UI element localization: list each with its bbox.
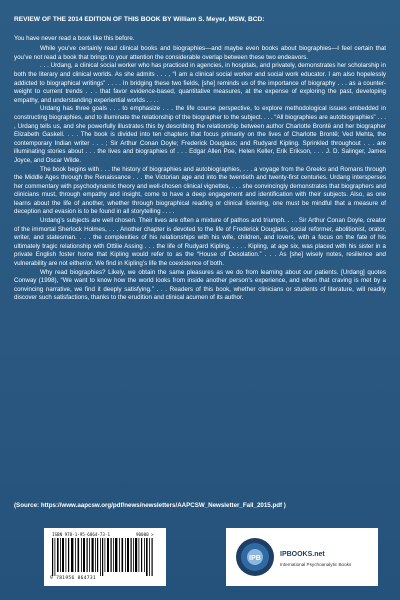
ipbooks-logo-icon [234, 536, 276, 578]
logo-text: IPB [249, 555, 261, 562]
review-paragraph: You have never read a book like this before. [14, 34, 135, 42]
price-code: 90000 > [136, 532, 154, 537]
review-paragraph: The book begins with . . . the history of biographies and autobiographies, . . . a voyage from the Greeks and Romans through the Middle Ages through the Renaissance . . . the Victorian age and into the twentieth and twenty-first centuries. Urdang intersperses her commentary with psychodynamic theory and well-chosen clinical vignettes, . . . she convincingly demonstrates that biographers and clinicians must, through empathy and insight, come to have a deep engagement and identification with their subjects. Also, as one learns about the life of another, whether through biographical reading or clinical listening, one must be mindful that a measure of deception and evasion is to be found in all storytelling . . . . [14, 165, 386, 216]
review-paragraph: . . . Urdang, a clinical social worker who has practiced in agencies, in hospitals, and privately, demonstrates her scholarship in both the literary and clinical worlds. As she admits . . . , “I am a clinical social worker and social work educator. I am also hopelessly addicted to biographical writings” . . . . In bridging these two fields, [she] reminds us of the importance of biography . . . as a counter-weight to current trends . . . that favor evidence-based, quantitative measures, at the expense of exploring the past, developing empathy, and understanding experiential worlds . . . . [14, 62, 386, 104]
review-paragraph: Urdang’s subjects are well chosen. Their lives are often a mixture of pathos and triumph. . . . Sir Arthur Conan Doyle, creator of the immortal Sherlock Holmes, . . . Another chapter is devoted to the life of Frederick Douglass, social reformer, abolitionist, orator, writer, and statesman. . . . the complexities of his relationships with his wife, children, and lovers, with a focus on the fate of his ultimately tragic relationship with Ottilie Assing . . . the life of Rudyard Kipling, . . . . Kipling, at age six, was placed with his sister in a private English foster home that Kipling would refer to as the “House of Desolation.” . . . As [she] wisely notes, resilience and vulnerability are not either/or. We find in Kipling’s life the coexistence of both. [14, 217, 386, 268]
source-citation: (Source: https://www.aapcsw.org/pdf/news/newsletters/AAPCSW_Newsletter_Fall_2015.pdf ) [14, 502, 286, 509]
barcode-digits: 9 781956 864731 [50, 576, 96, 581]
publisher-subtitle: International Psychoanalytic Books [280, 562, 352, 567]
isbn-label: ISBN 978-1-95-6864-73-1 [52, 532, 110, 537]
publisher-logo-panel [226, 528, 378, 586]
barcode-icon [50, 538, 160, 576]
review-header: REVIEW OF THE 2014 EDITION OF THIS BOOK BY William S. Meyer, MSW, BCD: [14, 16, 265, 23]
review-paragraph: Why read biographies? Likely, we obtain the same pleasures as we do from learning about our patients. [Urdang] quotes Conway (1998), “We want to know how the world looks from inside another person’s experience, and when that craving is met by a convincing narrative, we find it deeply satisfying.” . . . Readers of this book, whether clinicians or students of literature, will readily discover such satisfactions, thanks to the erudition and clinical acumen of its author. [14, 268, 386, 302]
review-block [14, 16, 386, 303]
review-paragraph: Urdang has three goals . . . to emphasize . . . the life course perspective, to explore methodological issues embedded in constructing biographies, and to illuminate the relationship of the biographer to the subject. . . . “All biographies are autobiographies” . . . , Urdang tells us, and she powerfully illustrates this by describing the relationship between author Charlotte Brontë and her biographer Elizabeth Gaskell. . . . The book is divided into ten chapters that focus primarily on the lives of Charlotte Brontë; Ved Mehta, the contemporary Indian writer . . . ; Sir Arthur Conan Doyle; Frederick Douglass; and Rudyard Kipling. Sprinkled throughout . . . are illuminating stories about . . . the lives and biographies of . . . Edgar Allen Poe, Helen Keller, Erik Erikson, . . . J. D. Salinger, James Joyce, and Oscar Wilde. [14, 105, 386, 164]
review-paragraph: While you’ve certainly read clinical books and biographies—and maybe even books about biographies—I feel certain that you’ve not read a book that brings to your attention the considerable overlap between these two endeavors. [14, 45, 386, 61]
publisher-name: IPBOOKS.net [280, 551, 325, 558]
isbn-barcode [44, 528, 166, 586]
